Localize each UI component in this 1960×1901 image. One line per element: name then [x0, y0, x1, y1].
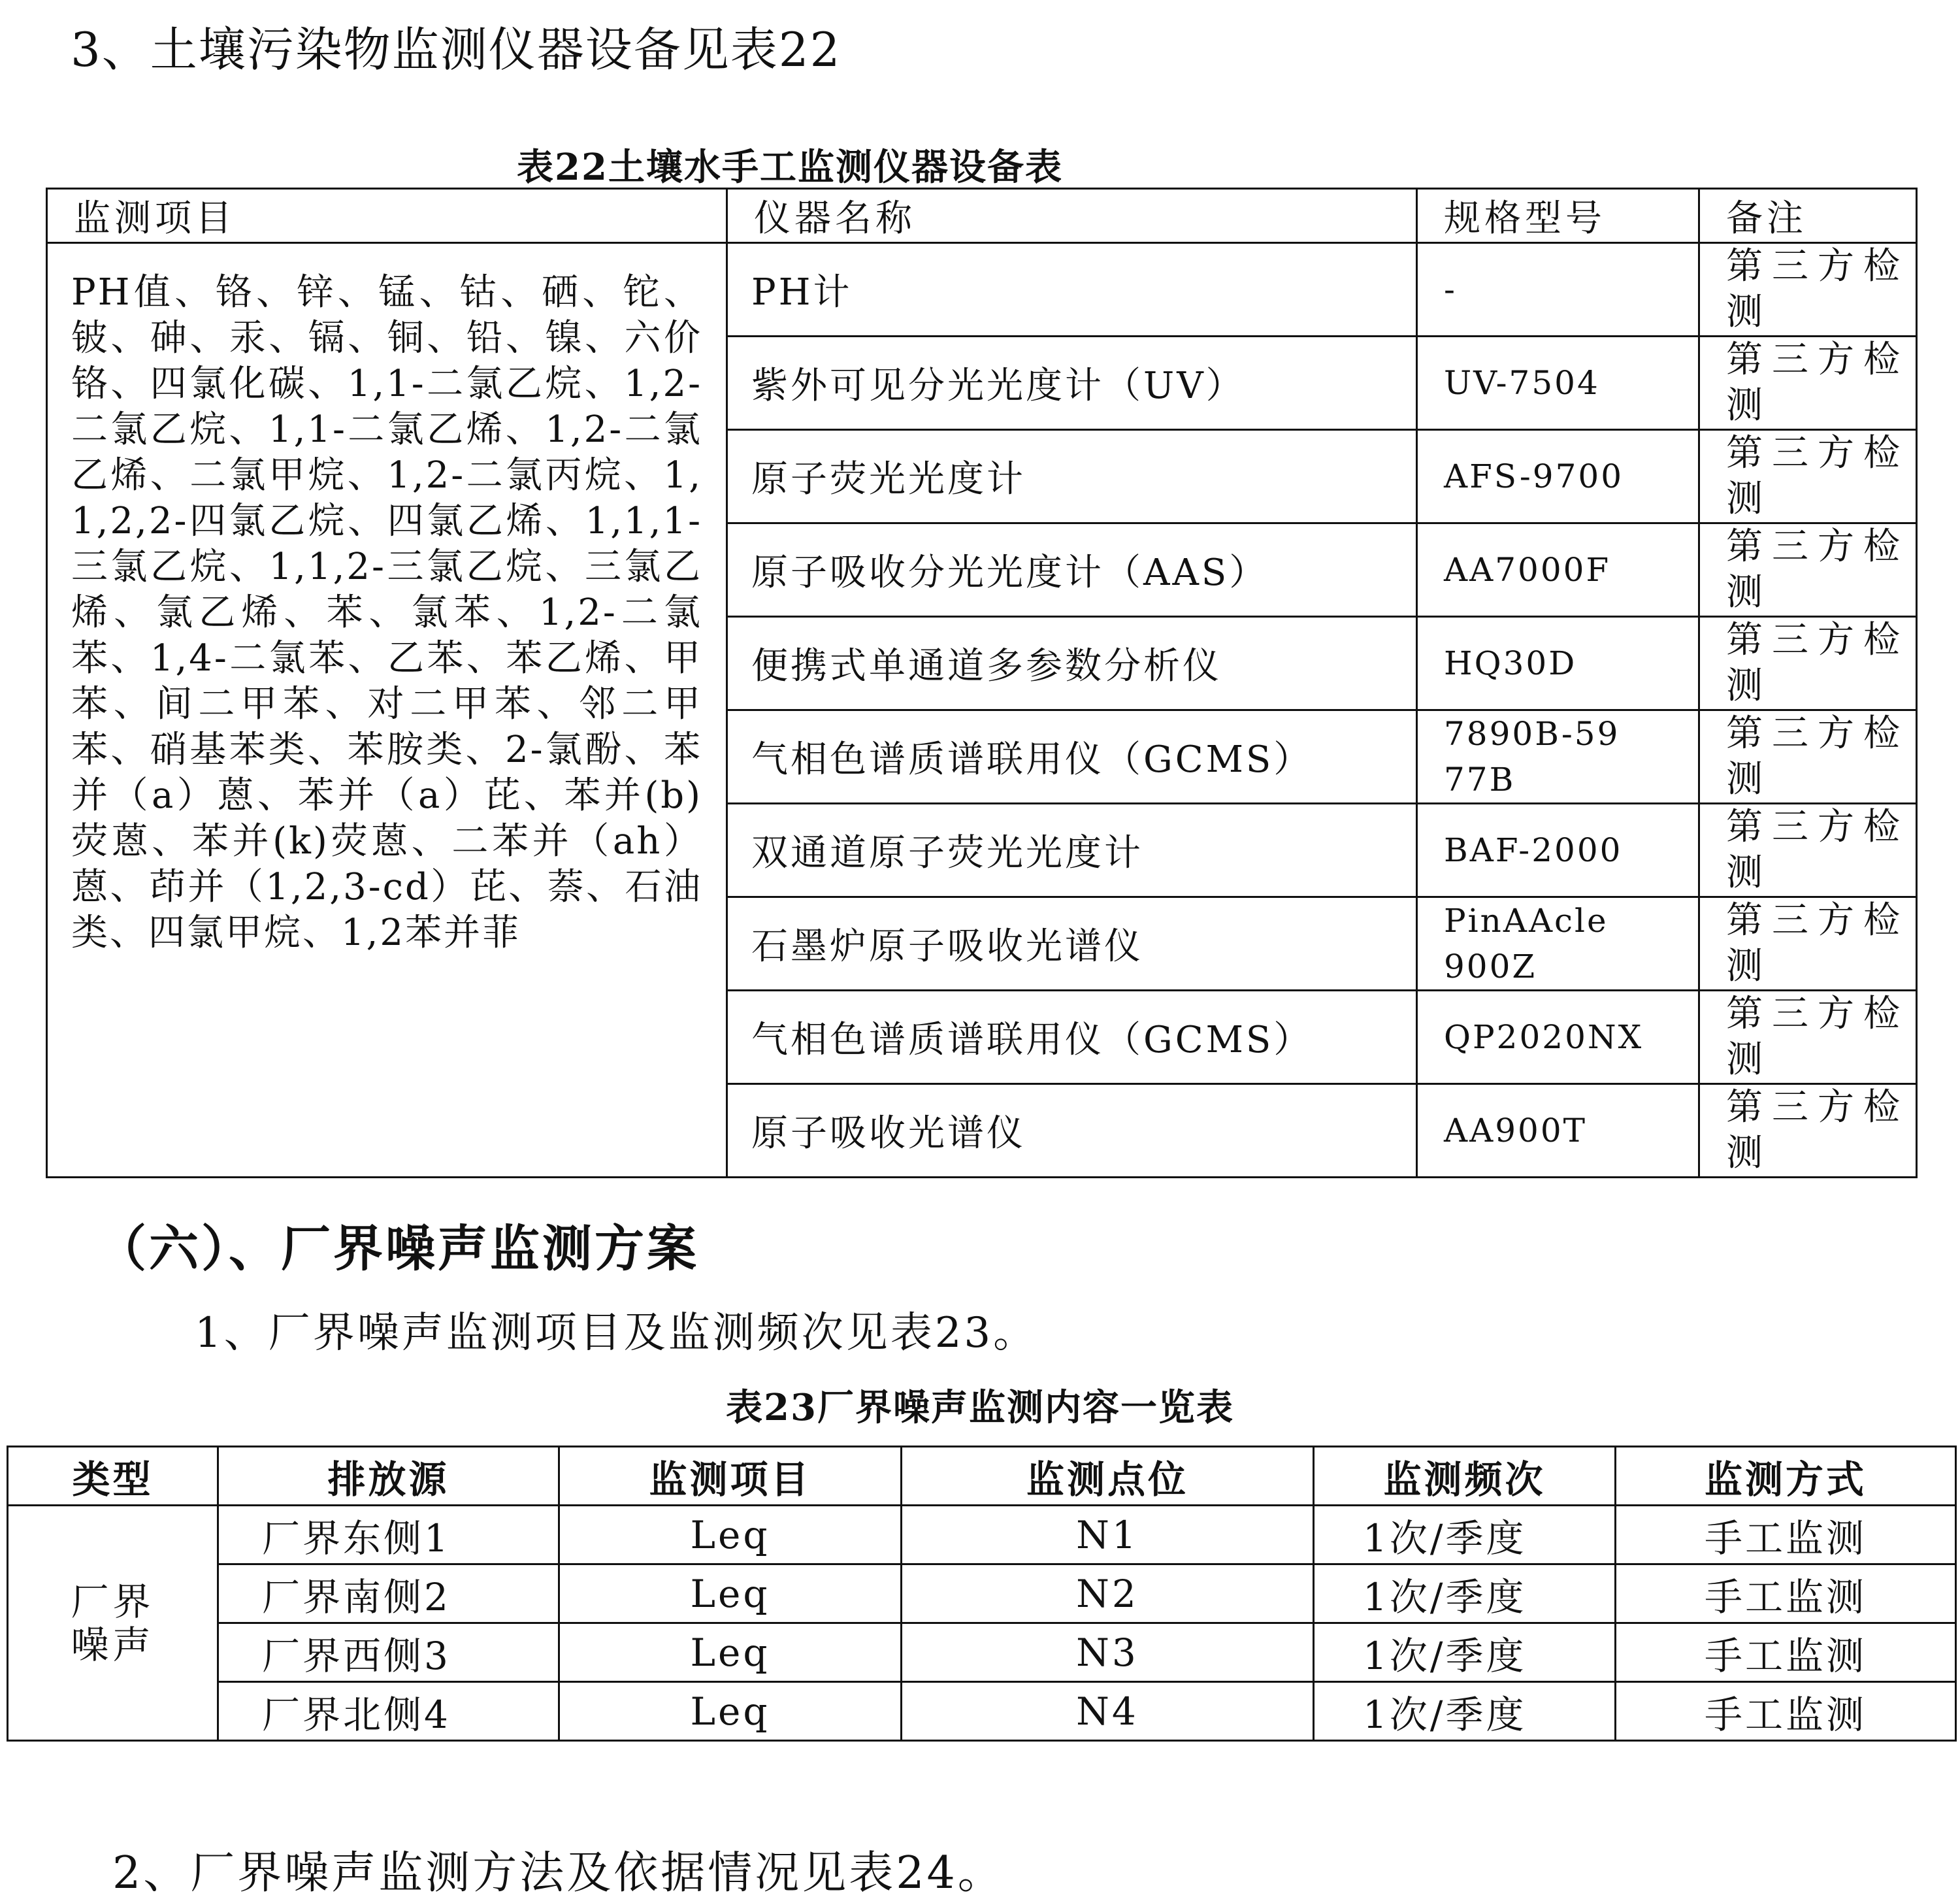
monitor-method: 手工监测: [1616, 1564, 1956, 1623]
monitor-point: N4: [902, 1682, 1314, 1741]
table-row: [8, 1682, 1956, 1741]
noise-monitoring-table: [7, 1446, 1957, 1742]
monitor-point: N1: [902, 1506, 1314, 1564]
monitor-method: 手工监测: [1616, 1623, 1956, 1682]
instrument-note: 第三方检测: [1699, 337, 1917, 430]
header-note: 备注: [1699, 189, 1917, 243]
monitor-frequency: 1次/季度: [1314, 1506, 1616, 1564]
instrument-model: UV-7504: [1417, 337, 1699, 430]
instrument-note: 第三方检测: [1699, 1084, 1917, 1178]
instrument-name: PH计: [727, 243, 1417, 337]
instrument-note: 第三方检测: [1699, 617, 1917, 710]
header-model: 规格型号: [1417, 189, 1699, 243]
header-frequency: 监测频次: [1314, 1447, 1616, 1506]
monitor-frequency: 1次/季度: [1314, 1682, 1616, 1741]
instrument-name: 便携式单通道多参数分析仪: [727, 617, 1417, 710]
instrument-model: BAF-2000: [1417, 804, 1699, 897]
monitor-method: 手工监测: [1616, 1682, 1956, 1741]
instrument-note: 第三方检测: [1699, 897, 1917, 991]
instrument-name: 石墨炉原子吸收光谱仪: [727, 897, 1417, 991]
noise-method-paragraph: 2、厂界噪声监测方法及依据情况见表24。: [112, 1847, 1005, 1899]
instrument-note: 第三方检测: [1699, 991, 1917, 1084]
instrument-name: 气相色谱质谱联用仪（GCMS）: [727, 710, 1417, 804]
monitor-item: Leq: [559, 1506, 902, 1564]
instrument-name: 双通道原子荧光光度计: [727, 804, 1417, 897]
instrument-model: AA900T: [1417, 1084, 1699, 1178]
instrument-note: 第三方检测: [1699, 804, 1917, 897]
instrument-name: 紫外可见分光光度计（UV）: [727, 337, 1417, 430]
header-point: 监测点位: [902, 1447, 1314, 1506]
header-source: 排放源: [218, 1447, 559, 1506]
emission-source: 厂界西侧3: [218, 1623, 559, 1682]
header-monitor-item: 监测项目: [47, 189, 727, 243]
instrument-model: QP2020NX: [1417, 991, 1699, 1084]
instrument-model: -: [1417, 243, 1699, 337]
table-row: [8, 1623, 1956, 1682]
section-heading-noise-plan: （六）、厂界噪声监测方案: [97, 1219, 699, 1278]
table-row: [47, 243, 1917, 337]
monitor-items-cell: PH值、铬、锌、锰、钴、硒、铊、铍、砷、汞、镉、铜、铅、镍、六价铬、四氯化碳、1,1-二氯乙烷、1,2-二氯乙烷、1,1-二氯乙烯、1,2-二氯乙烯、二氯甲烷、1,2-二氯丙烷、1,1,2,2-四氯乙烷、四氯乙烯、1,1,1-三氯乙烷、1,1,2-三氯乙烷、三氯乙烯、氯乙烯、苯、氯苯、1,2-二氯苯、1,4-二氯苯、乙苯、苯乙烯、甲苯、间二甲苯、对二甲苯、邻二甲苯、硝基苯类、苯胺类、2-氯酚、苯并（a）蒽、苯并（a）芘、苯并(b)荧蒽、苯并(k)荧蒽、二苯并（ah）蒽、茚并（1,2,3-cd）芘、萘、石油类、四氯甲烷、1,2苯并菲: [47, 243, 727, 1178]
noise-category-cell: 厂界 噪声: [8, 1506, 218, 1741]
instrument-model: AA7000F: [1417, 523, 1699, 617]
instrument-name: 气相色谱质谱联用仪（GCMS）: [727, 991, 1417, 1084]
table22-caption: 表22土壤水手工监测仪器设备表: [517, 146, 1063, 189]
table-row: [8, 1506, 1956, 1564]
emission-source: 厂界北侧4: [218, 1682, 559, 1741]
soil-instrument-table: [46, 188, 1918, 1178]
instrument-model: HQ30D: [1417, 617, 1699, 710]
instrument-note: 第三方检测: [1699, 243, 1917, 337]
monitor-item: Leq: [559, 1623, 902, 1682]
table-row: [8, 1564, 1956, 1623]
section-heading-soil-instruments: 3、土壤污染物监测仪器设备见表22: [71, 22, 841, 77]
instrument-note: 第三方检测: [1699, 430, 1917, 523]
monitor-item: Leq: [559, 1682, 902, 1741]
monitor-method: 手工监测: [1616, 1506, 1956, 1564]
instrument-name: 原子荧光光度计: [727, 430, 1417, 523]
table23-caption: 表23厂界噪声监测内容一览表: [726, 1386, 1234, 1429]
header-item: 监测项目: [559, 1447, 902, 1506]
header-method: 监测方式: [1616, 1447, 1956, 1506]
monitor-point: N2: [902, 1564, 1314, 1623]
noise-items-paragraph: 1、厂界噪声监测项目及监测频次见表23。: [195, 1309, 1038, 1357]
header-type: 类型: [8, 1447, 218, 1506]
monitor-frequency: 1次/季度: [1314, 1623, 1616, 1682]
monitor-point: N3: [902, 1623, 1314, 1682]
monitor-item: Leq: [559, 1564, 902, 1623]
monitor-frequency: 1次/季度: [1314, 1564, 1616, 1623]
instrument-note: 第三方检测: [1699, 523, 1917, 617]
instrument-model: AFS-9700: [1417, 430, 1699, 523]
emission-source: 厂界南侧2: [218, 1564, 559, 1623]
instrument-name: 原子吸收光谱仪: [727, 1084, 1417, 1178]
table-header-row: [8, 1447, 1956, 1506]
instrument-model: 7890B-59 77B: [1417, 710, 1699, 804]
instrument-note: 第三方检测: [1699, 710, 1917, 804]
emission-source: 厂界东侧1: [218, 1506, 559, 1564]
header-instrument-name: 仪器名称: [727, 189, 1417, 243]
instrument-model: PinAAcle 900Z: [1417, 897, 1699, 991]
instrument-name: 原子吸收分光光度计（AAS）: [727, 523, 1417, 617]
table-header-row: [47, 189, 1917, 243]
